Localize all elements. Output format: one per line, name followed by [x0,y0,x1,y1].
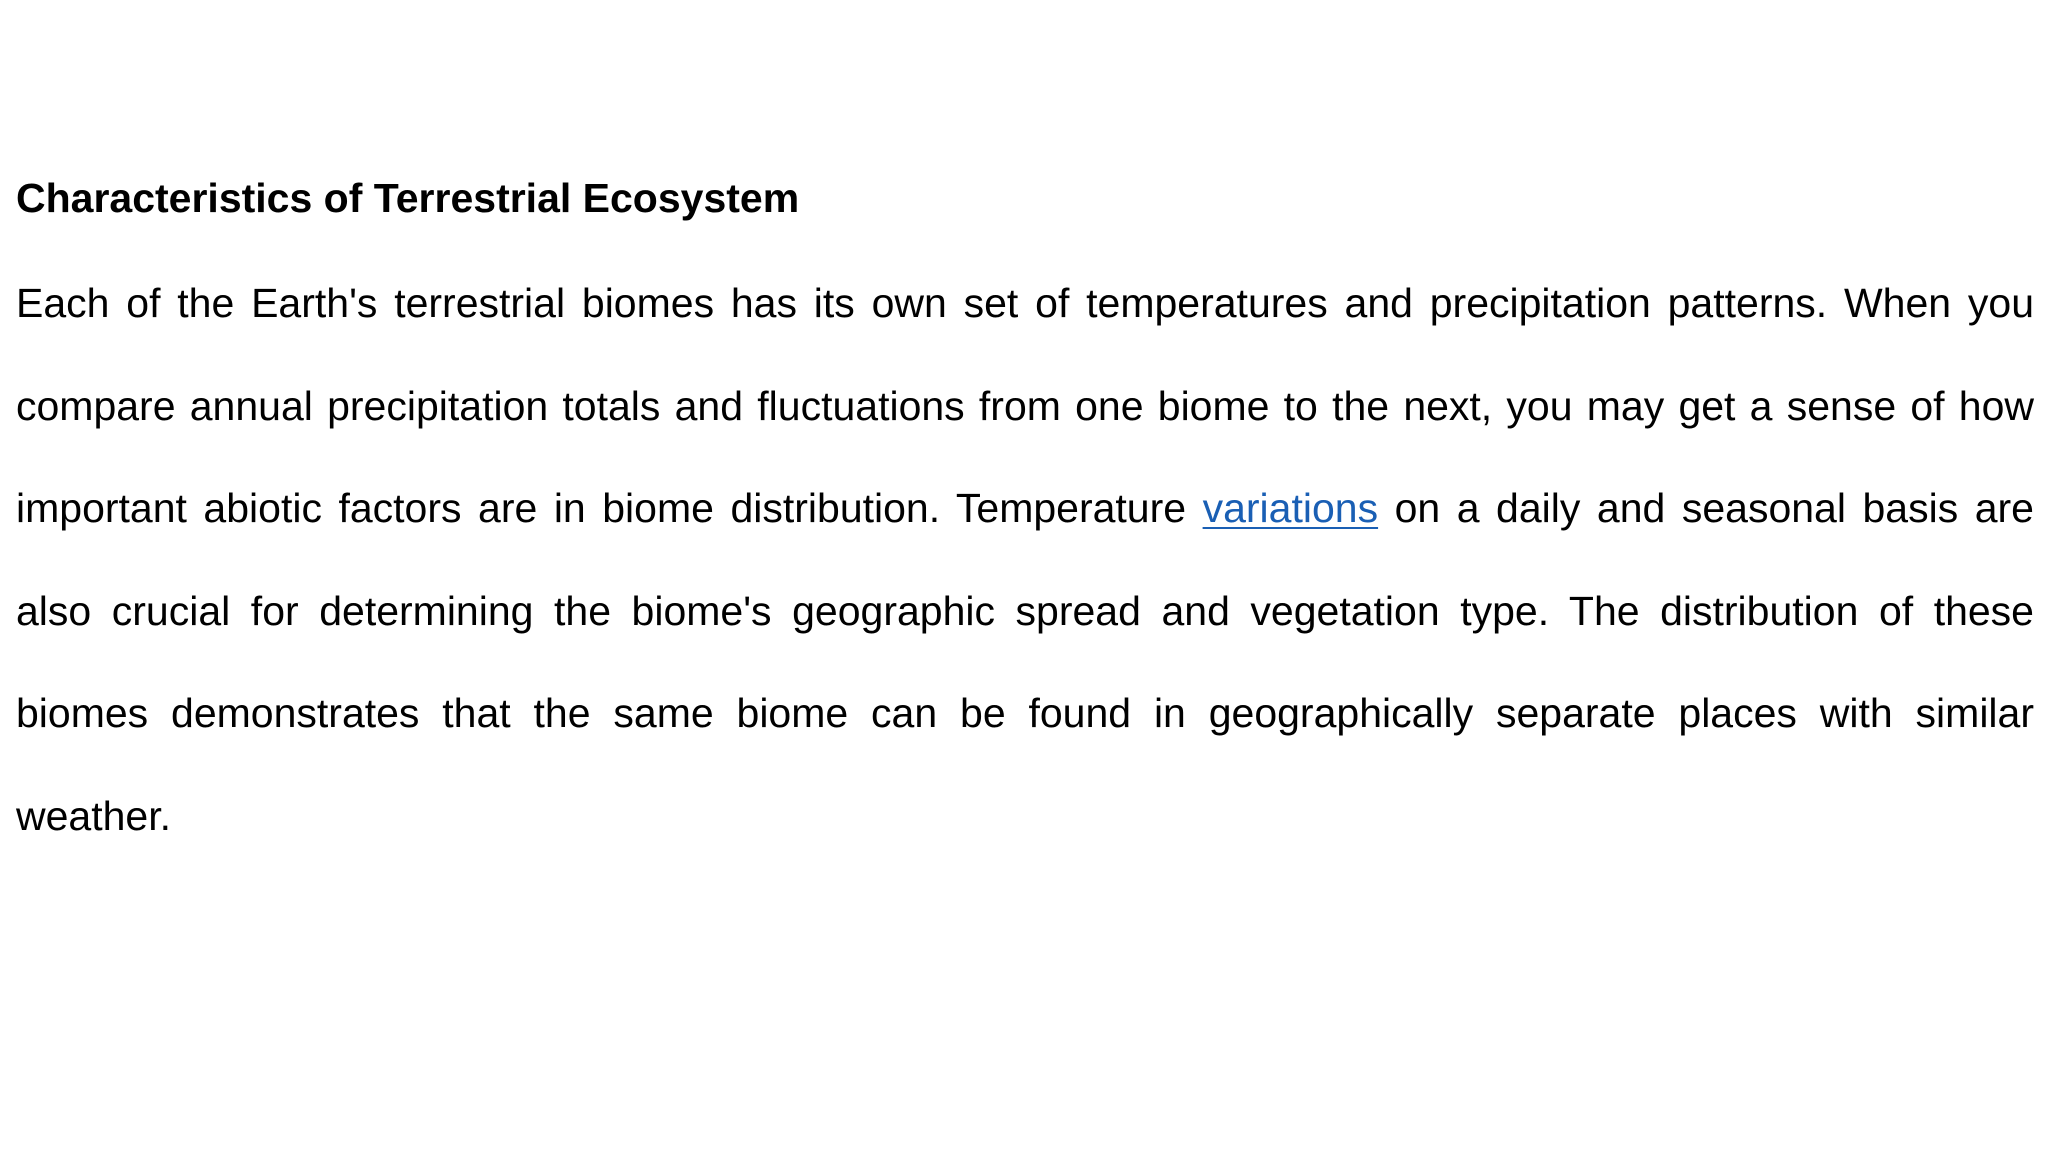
paragraph-text-before-link: Each of the Earth's terrestrial biomes has its own set of temperatures and precipitation patterns. When you compare annual precipitation totals and fluctuations from one biome to the next, you may get a sense of how important abiotic factors are in biome distribution. Temperature [16,280,2034,531]
article-content [16,172,2034,867]
section-heading: Characteristics of Terrestrial Ecosystem [16,175,800,221]
paragraph-text-after-link: on a daily and seasonal basis are also crucial for determining the biome's geographic spread and vegetation type. The distribution of these biomes demonstrates that the same biome can be found in geographically separate places with similar weather. [16,485,2034,839]
variations-link[interactable]: variations [1202,485,1379,531]
body-paragraph [16,252,2034,867]
